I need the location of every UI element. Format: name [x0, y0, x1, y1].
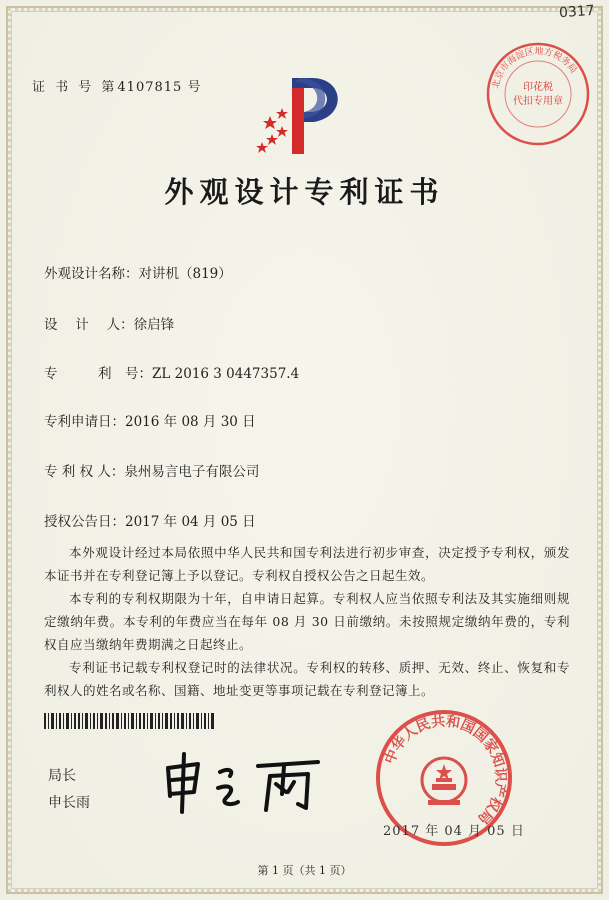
field-label: 设 计 人： — [44, 317, 134, 333]
field-value: 2017 年 04 月 05 日 — [125, 514, 256, 530]
field-patent-number — [44, 362, 299, 382]
handwritten-note: 0317 — [558, 2, 596, 22]
certificate-body-text — [44, 541, 570, 702]
paragraph-grant: 本外观设计经过本局依照中华人民共和国专利法进行初步审查，决定授予专利权，颁发本证书并在专利登记簿上予以登记。专利权自授权公告之日起生效。 — [44, 545, 570, 583]
cnipa-logo-icon — [252, 72, 354, 158]
field-filing-date — [44, 410, 256, 430]
field-label: 授权公告日： — [44, 514, 125, 530]
director-name: 申长雨 — [48, 795, 90, 811]
director-signature — [158, 748, 328, 818]
seal-date: 2017 年 04 月 05 日 — [383, 824, 525, 839]
paragraph-legal-status: 专利证书记载专利权登记时的法律状况。专利权的转移、质押、无效、终止、恢复和专利权人的姓名或名称、国籍、地址变更等事项记载在专利登记簿上。 — [44, 660, 570, 698]
director-title: 局长 — [48, 768, 76, 784]
stamp-line-2: 代扣专用章 — [513, 96, 563, 107]
field-value: 泉州易言电子有限公司 — [124, 464, 260, 480]
certificate-number-label: 证 书 号 第 — [32, 80, 118, 95]
field-designer — [44, 313, 174, 333]
field-grant-date — [44, 510, 256, 530]
field-value: ZL 2016 3 0447357.4 — [152, 366, 300, 382]
field-value: 对讲机（819） — [138, 266, 232, 282]
page-number: 第 1 页（共 1 页） — [257, 864, 352, 877]
tax-office-stamp — [484, 40, 592, 148]
certificate-number-suffix: 号 — [187, 80, 202, 95]
barcode-icon — [44, 713, 214, 729]
stamp-arc-text: 北京市海淀区地方税务局 — [491, 46, 579, 90]
field-label: 专 利 号： — [44, 366, 152, 382]
paragraph-term: 本专利的专利权期限为十年，自申请日起算。专利权人应当依照专利法及其实施细则规定缴纳年费。本专利的年费应当在每年 08 月 30 日前缴纳。未按照规定缴纳年费的，专利权自应当缴纳年费期满之日起终止。 — [44, 591, 570, 652]
field-patentee — [44, 460, 259, 480]
stamp-line-1: 印花税 — [523, 82, 553, 93]
field-label: 专利申请日： — [44, 414, 125, 430]
certificate-number — [32, 76, 201, 95]
certificate-title: 外观设计专利证书 — [164, 175, 445, 209]
field-value: 2016 年 08 月 30 日 — [125, 414, 256, 430]
certificate-number-value: 4107815 — [117, 80, 183, 95]
seal-text: 中华人民共和国国家知识产权局 — [382, 713, 509, 827]
field-design-name — [44, 262, 232, 282]
field-value: 徐启锋 — [133, 317, 175, 333]
field-label: 专 利 权 人： — [44, 464, 125, 480]
field-label: 外观设计名称： — [44, 266, 139, 282]
